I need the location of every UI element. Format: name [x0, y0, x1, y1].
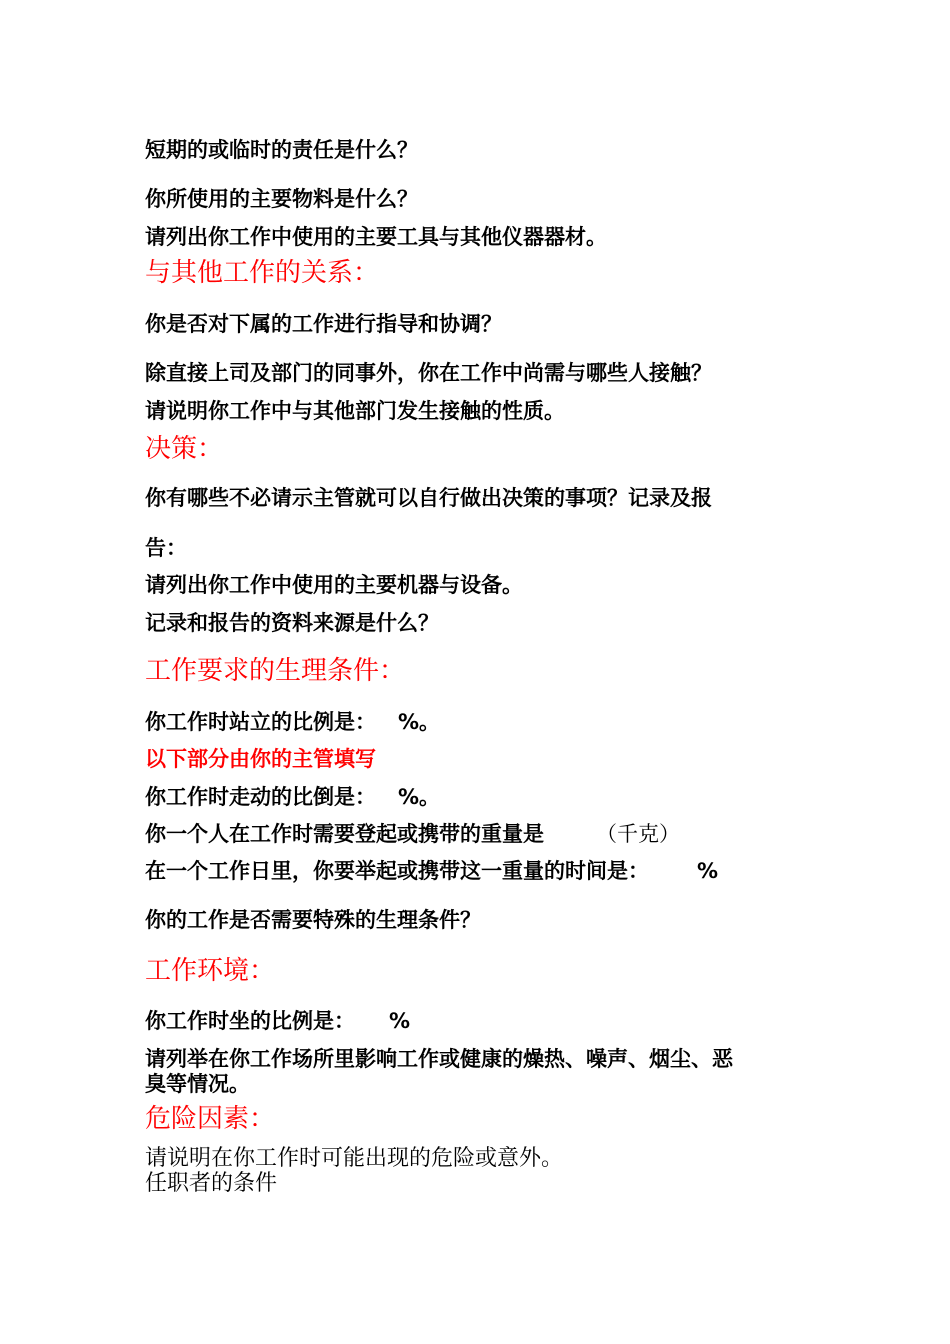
heading-work-environment: 工作环境：: [145, 956, 276, 986]
question-lift-weight: [145, 821, 680, 847]
heading-physical-requirements: 工作要求的生理条件：: [145, 656, 406, 686]
question-contacts: 除直接上司及部门的同事外，你在工作中尚需与哪些人接触？: [145, 361, 712, 385]
supervisor-note: 以下部分由你的主管填写: [145, 747, 376, 771]
question-temporary-duties: 短期的或临时的责任是什么？: [145, 138, 418, 162]
question-environment-line1: 请列举在你工作场所里影响工作或健康的燥热、噪声、烟尘、恶: [145, 1047, 733, 1071]
question-decisions-line1: 你有哪些不必请示主管就可以自行做出决策的事项？记录及报: [145, 486, 712, 510]
question-decisions-line2: 告：: [145, 536, 187, 560]
question-standing-ratio: [145, 709, 440, 735]
lift-time-label: 在一个工作日里，你要举起或携带这一重量的时间是：: [145, 859, 649, 883]
question-machines: 请列出你工作中使用的主要机器与设备。: [145, 573, 523, 597]
lift-time-unit: %: [697, 859, 719, 883]
question-tools: 请列出你工作中使用的主要工具与其他仪器器材。: [145, 225, 607, 249]
question-special-physical: 你的工作是否需要特殊的生理条件？: [145, 908, 481, 932]
question-lift-time: [145, 858, 718, 884]
standing-ratio-label: 你工作时站立的比例是：: [145, 710, 376, 734]
heading-relationships: 与其他工作的关系：: [145, 258, 380, 288]
heading-hazards: 危险因素：: [145, 1104, 276, 1134]
question-contact-nature: 请说明你工作中与其他部门发生接触的性质。: [145, 399, 565, 423]
question-sitting-ratio: [145, 1008, 410, 1034]
question-records-source: 记录和报告的资料来源是什么？: [145, 611, 439, 635]
question-hazards: 请说明在你工作时可能出现的危险或意外。: [145, 1146, 564, 1171]
walking-ratio-unit: %。: [398, 785, 441, 809]
walking-ratio-label: 你工作时走动的比倒是：: [145, 785, 376, 809]
heading-decisions: 决策：: [145, 434, 224, 464]
question-walking-ratio: [145, 784, 440, 810]
lift-weight-label: 你一个人在工作时需要登起或携带的重量是: [145, 822, 544, 846]
standing-ratio-unit: %。: [398, 710, 441, 734]
question-environment-line2: 臭等情况。: [145, 1072, 250, 1096]
section-qualifications: 任职者的条件: [145, 1171, 278, 1196]
question-subordinates: 你是否对下属的工作进行指导和协调？: [145, 312, 502, 336]
question-materials: 你所使用的主要物料是什么？: [145, 187, 418, 211]
lift-weight-unit: （千克）: [596, 822, 680, 846]
sitting-ratio-label: 你工作时坐的比例是：: [145, 1009, 355, 1033]
sitting-ratio-unit: %: [389, 1009, 411, 1033]
